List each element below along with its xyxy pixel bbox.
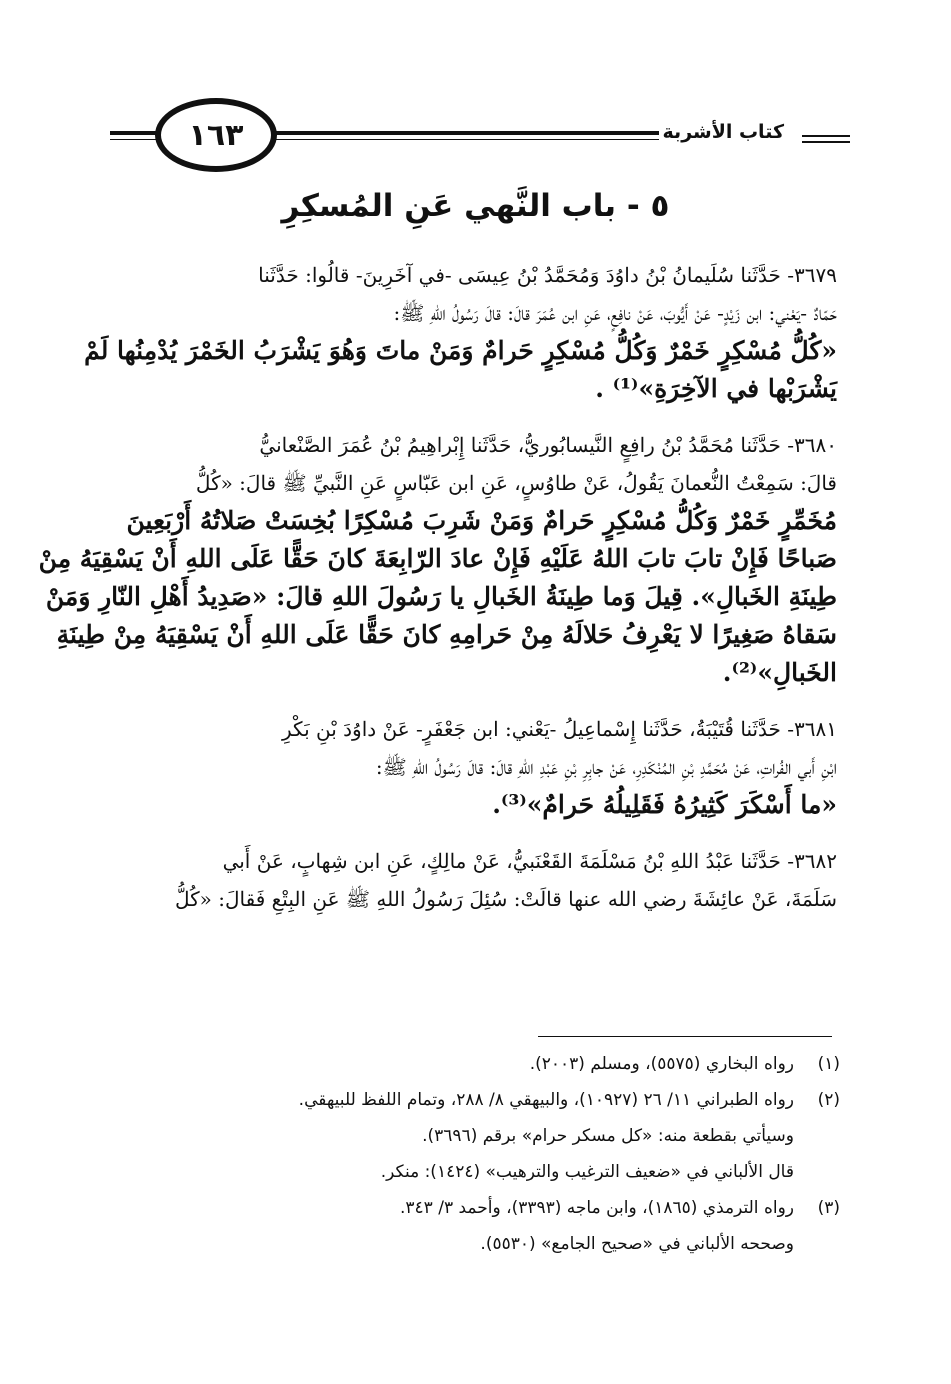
text-line: قالَ: سَمِعْتُ النُّعمانَ يَقُولُ، عَنْ طاوُسٍ، عَنِ ابن عَبّاسٍ عَنِ النَّبيِّ ﷺ قالَ: «كُلُّ: [195, 471, 837, 495]
footnote-continuation: وصححه الألباني في «صحيح الجامع» (٥٥٣٠).: [480, 1234, 794, 1254]
footnote: [120, 1046, 840, 1082]
footnote-number: (٣): [817, 1198, 840, 1218]
footnote-number: (٢): [817, 1090, 840, 1110]
hadith-body: [38, 256, 837, 936]
text-line: ٣٦٨١- حَدَّثَنا قُتَيْبَةُ، حَدَّثَنا إِسْماعِيلُ -يَعْني: ابن جَعْفَرٍ- عَنْ داوُدَ بْنِ بَكْرِ: [281, 717, 837, 741]
hadith-paragraph: [84, 256, 837, 408]
header-rule-right: [802, 135, 850, 137]
footnotes: [120, 1046, 840, 1262]
footnote-continuation: قال الألباني في «ضعيف الترغيب والترهيب» (١٤٢٤): منكر.: [380, 1162, 794, 1182]
hadith-paragraph: [124, 842, 837, 918]
header-rule-right-lower: [802, 141, 850, 143]
text-line: ٣٦٧٩- حَدَّثَنا سُلَيمانُ بْنُ داوُدَ وَمُحَمَّدُ بْنُ عِيسَى -في آخَرِينَ- قالُوا: حَدَّثَنا: [258, 263, 837, 287]
hadith-paragraph: [38, 426, 837, 692]
footnote-text: رواه الطبراني ١١/ ٢٦ (١٠٩٢٧)، والبيهقي ٨/ ٢٨٨، وتمام اللفظ للبيهقي.: [298, 1090, 794, 1110]
running-header: [110, 95, 850, 185]
text-line: ٣٦٨٠- حَدَّثَنا مُحَمَّدُ بْنُ رافِعٍ النَّيسابُوريُّ، حَدَّثَنا إِبْراهِيمُ بْنُ عُمَرَ الصَّنْعانيُّ: [259, 433, 837, 457]
text-line: الخَبالِ»⁽²⁾.: [722, 658, 837, 687]
text-line: مُخَمِّرٍ خَمْرٌ وَكُلُّ مُسْكِرٍ حَرامٌ وَمَنْ شَرِبَ مُسْكِرًا بُخِسَتْ صَلاتُهُ أَرْبَعِينَ: [126, 506, 837, 535]
text-line: طِينَةِ الخَبالِ». قِيلَ وَما طِينَةُ الخَبالِ يا رَسُولَ اللهِ قالَ: «صَدِيدُ أَهْلِ النّارِ وَمَنْ: [45, 582, 837, 611]
text-line: حَمّادٌ -يَعْني: ابن زَيْدٍ- عَنْ أَيُّوبَ، عَنْ نافِعٍ، عَنِ ابن عُمَرَ قالَ: قالَ رَسُولُ اللهِ ﷺ:: [393, 301, 837, 325]
footnote-separator: [538, 1036, 832, 1037]
header-rule-main: [270, 131, 700, 135]
footnote: [120, 1082, 840, 1118]
text-line: صَباحًا فَإِنْ تابَ تابَ اللهُ عَلَيْهِ فَإِنْ عادَ الرّابِعَةَ كانَ حَقًّا عَلَى اللهِ أَنْ يَسْقِيَهُ مِنْ: [38, 544, 837, 573]
page-number-oval: [155, 98, 277, 172]
text-line: ابْنِ أَبي الفُراتِ، عَنْ مُحَمَّدِ بْنِ المُنْكَدِرِ، عَنْ جابِرِ بْنِ عَبْدِ اللهِ قالَ: قالَ رَسُولُ اللهِ ﷺ:: [375, 755, 837, 779]
running-title: كتاب الأشربة: [659, 121, 788, 143]
footnote-number: (١): [817, 1054, 840, 1074]
hadith-paragraph: [124, 710, 837, 824]
text-line: يَشْرَبْها في الآخِرَةِ»⁽¹⁾ .: [595, 374, 837, 403]
page-number: ١٦٣: [188, 117, 244, 153]
text-line: «ما أَسْكَرَ كَثِيرُهُ فَقَلِيلُهُ حَرامٌ»⁽³⁾.: [492, 790, 837, 819]
text-line: «كُلُّ مُسْكِرٍ خَمْرٌ وَكُلُّ مُسْكِرٍ حَرامٌ وَمَنْ ماتَ وَهُوَ يَشْرَبُ الخَمْرَ يُدْمِنُها لَمْ: [84, 336, 837, 365]
text-line: سَقاهُ صَغِيرًا لا يَعْرِفُ حَلالَهُ مِنْ حَرامِهِ كانَ حَقًّا عَلَى اللهِ أَنْ يَسْقِيَهُ مِنْ طِينَةِ: [56, 620, 837, 649]
footnote-text: رواه الترمذي (١٨٦٥)، وابن ماجه (٣٣٩٣)، وأحمد ٣/ ٣٤٣.: [399, 1198, 794, 1218]
header-rule-main-thin: [270, 139, 700, 140]
footnote-continuation: وسيأتي بقطعة منه: «كل مسكر حرام» برقم (٣٦٩٦).: [422, 1126, 794, 1146]
chapter-title: ٥ - باب النَّهي عَنِ المُسكِرِ: [281, 188, 670, 224]
text-line: ٣٦٨٢- حَدَّثَنا عَبْدُ اللهِ بْنُ مَسْلَمَةَ القَعْنَبيُّ، عَنْ مالِكٍ، عَنِ ابن شِهابٍ، عَنْ أَبي: [222, 849, 837, 873]
text-line: سَلَمَةَ، عَنْ عائِشَةَ رضي الله عنها قالَتْ: سُئِلَ رَسُولُ اللهِ ﷺ عَنِ البِتْعِ فَقالَ: «كُلُّ: [175, 887, 837, 911]
footnote-text: رواه البخاري (٥٥٧٥)، ومسلم (٢٠٠٣).: [529, 1054, 794, 1074]
footnote: [120, 1190, 840, 1226]
